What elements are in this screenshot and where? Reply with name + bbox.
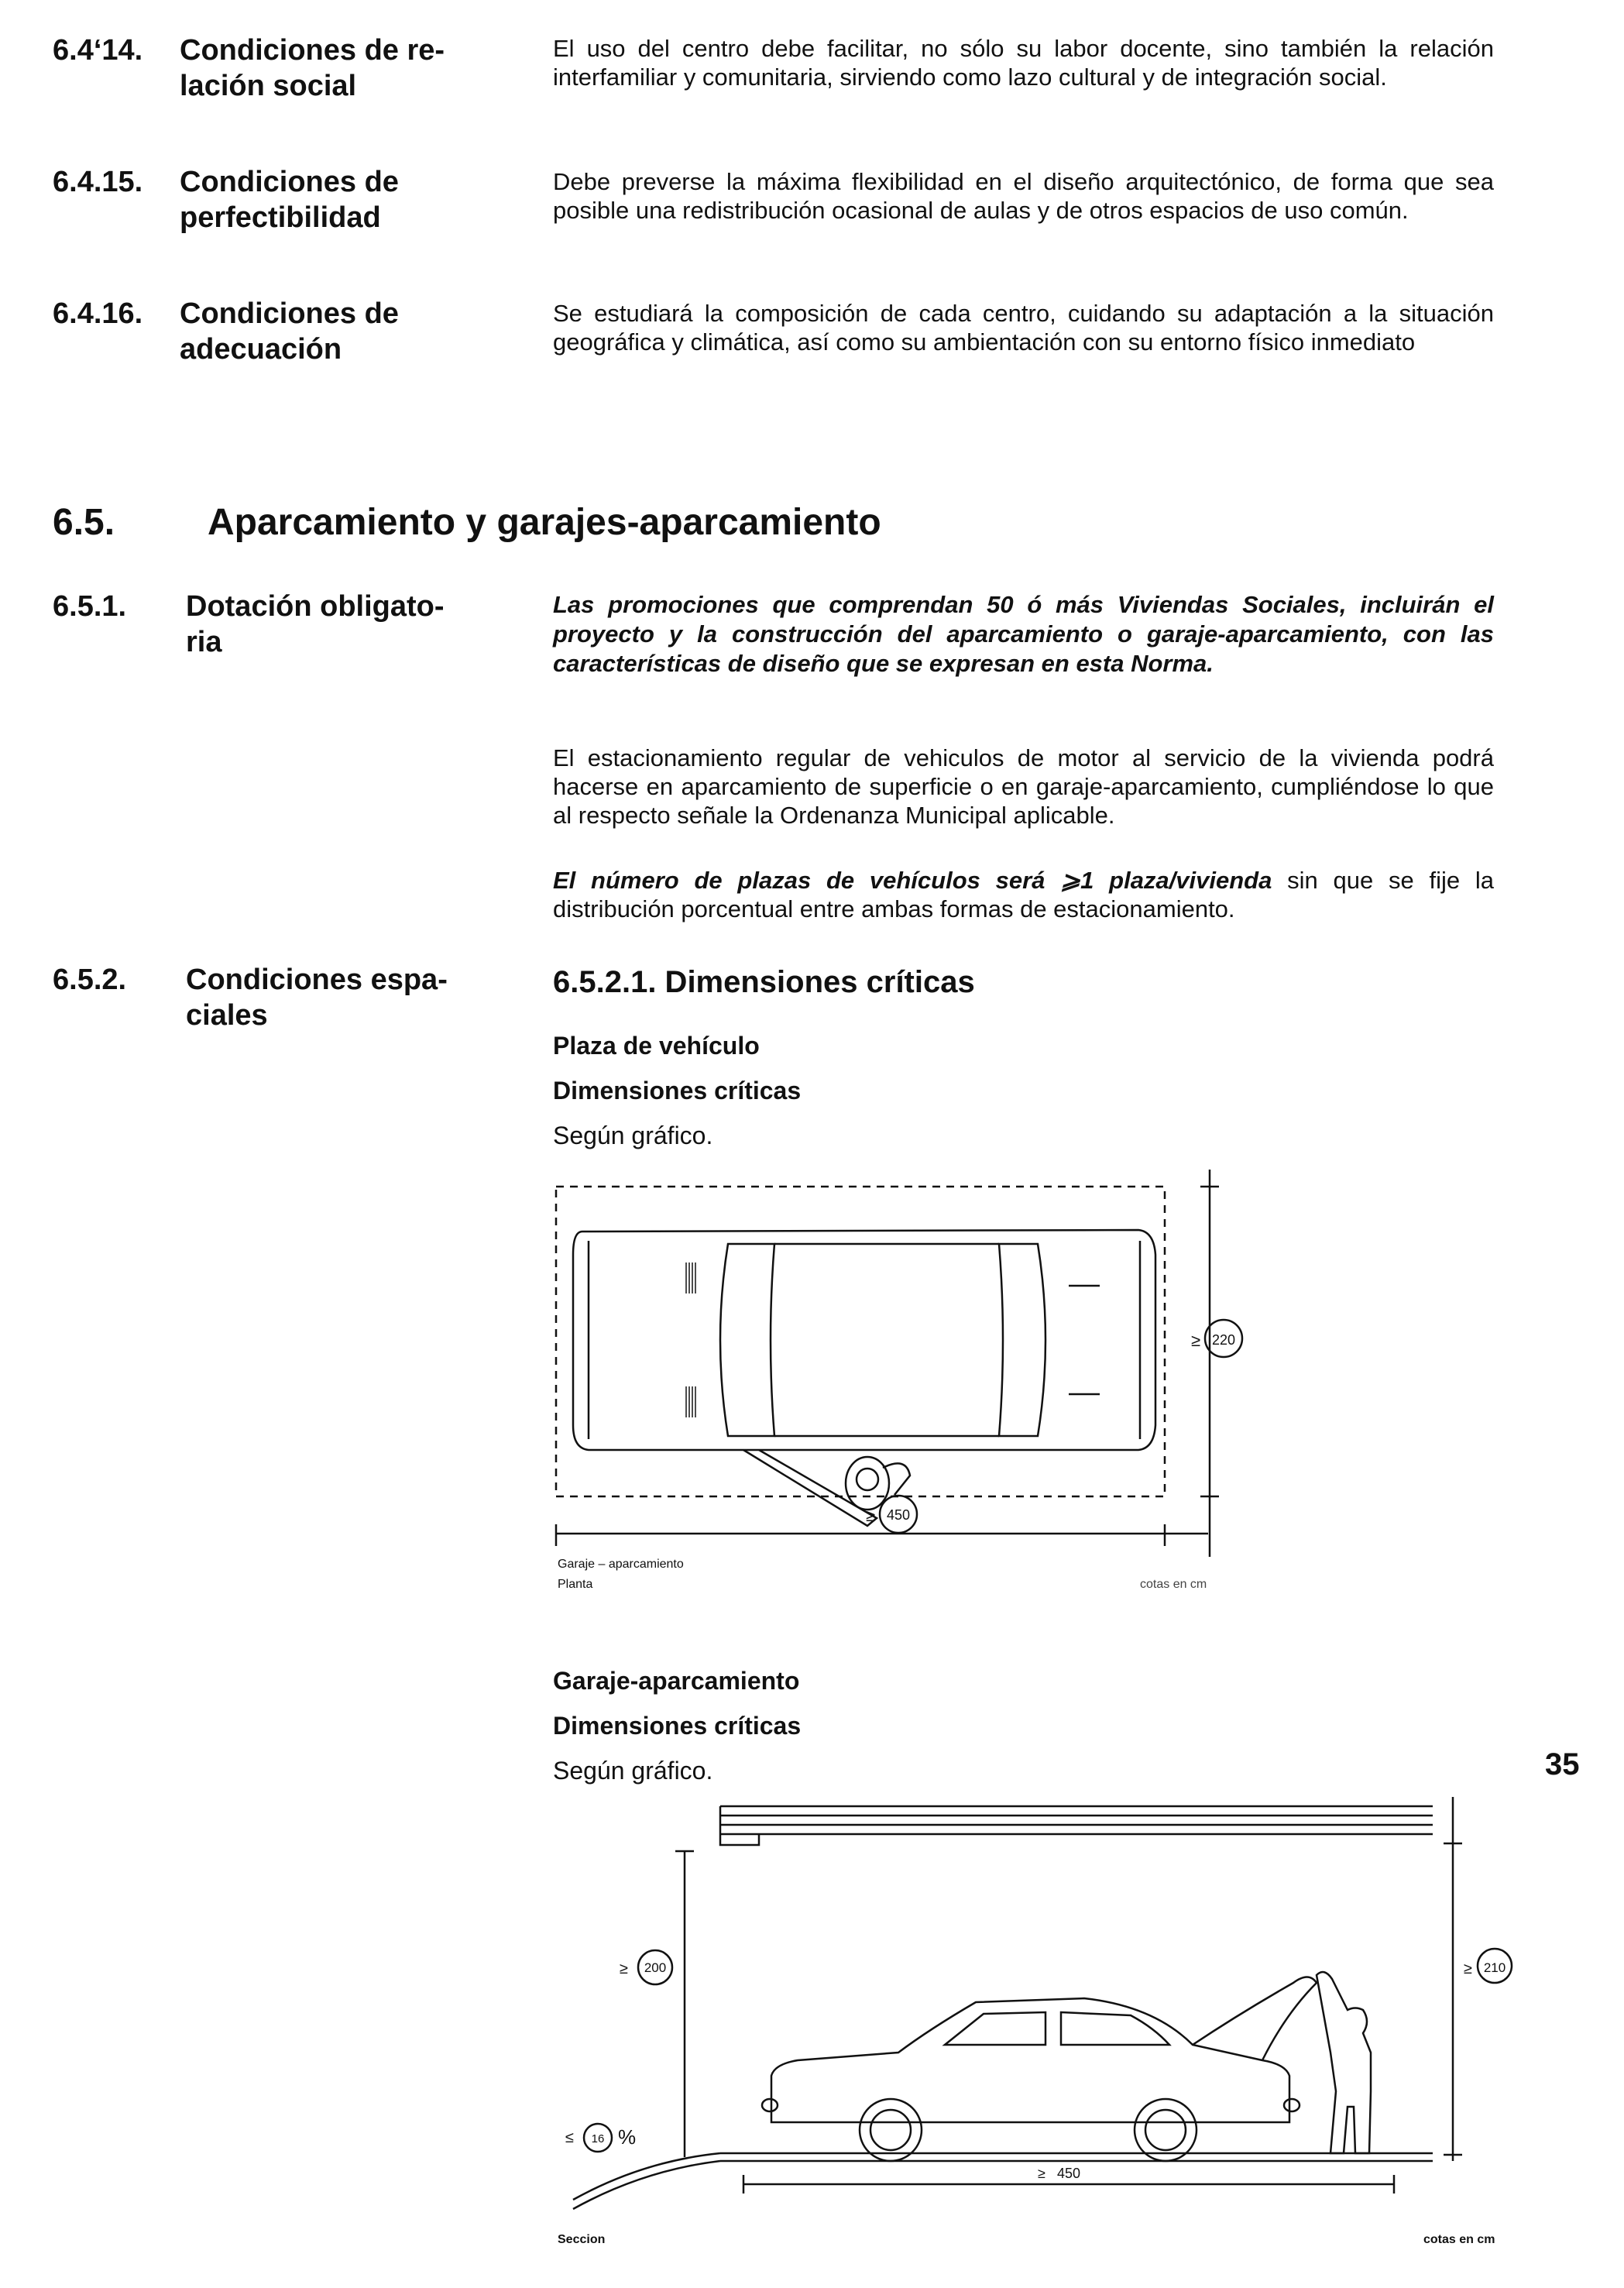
page-number: 35 [1545,1747,1580,1781]
car-body-outline [573,1230,1155,1450]
item-heading-6-4-15: Condiciones de perfectibilidad [180,166,399,234]
item-number-6-5-2: 6.5.2. [53,964,127,996]
slope-value: 16 [591,2132,605,2145]
svg-text:≥: ≥ [620,1960,628,1977]
fig1-subtitle: Dimensiones críticas [553,1077,802,1104]
fig2-caption: Seccion [558,2233,606,2246]
person-silhouette [1317,1972,1371,2153]
svg-text:%: % [618,2125,637,2149]
parking-space-plan-svg [542,1170,1255,1565]
fig1-units: cotas en cm [1140,1578,1207,1591]
item-heading-6-4-14: Condiciones de re- lación social [180,34,445,102]
length-dimension-value: 450 [886,1507,911,1523]
fig1-caption: Garaje – aparcamiento [558,1558,684,1571]
item-heading-6-4-16: Condiciones de adecuación [180,297,399,366]
svg-text:≥: ≥ [866,1506,876,1525]
right-height-value: 210 [1483,1960,1506,1975]
item-number-6-4-15: 6.4.15. [53,166,143,198]
fig2-units: cotas en cm [1423,2233,1495,2246]
item-heading-6-5-2: Condiciones espa- ciales [186,964,448,1032]
left-height-value: 200 [644,1960,667,1975]
item-number-6-4-16: 6.4.16. [53,297,143,330]
parking-ratio-emphasis: El número de plazas de vehículos será ⩾1 plaza/vivienda [553,867,1272,894]
item-number-6-5-1: 6.5.1. [53,590,127,623]
car-rear-wheel [1135,2099,1197,2161]
person-top-view [846,1457,889,1510]
item-text-6-4-15: Debe preverse la máxima flexibilidad en el diseño arquitectónico, de forma que sea posible una redistribución ocasional de aulas y de otros espacios de uso común. [553,168,1494,224]
garage-section-svg [542,1797,1518,2215]
fig1-title: Plaza de vehículo [553,1032,760,1060]
fig1-caption-view: Planta [558,1578,593,1591]
svg-text:≥: ≥ [1464,1960,1472,1977]
section-title: Aparcamiento y garajes-aparcamiento [208,502,881,543]
parking-space-plan-drawing [542,1170,1255,1565]
mandatory-provision-text: Las promociones que comprendan 50 ó más Viviendas Sociales, incluirán el proyecto y la construcción del aparcamiento o garaje-aparcamiento, con las características de diseño que se expresan en esta Norma. [553,591,1494,677]
car-rear-window [999,1244,1045,1436]
svg-text:≥: ≥ [1191,1331,1201,1350]
parking-ratio-text [553,866,1494,923]
garage-section-drawing [542,1797,1518,2215]
fig1-reference: Según gráfico. [553,1122,713,1149]
fig2-title: Garaje-aparcamiento [553,1667,800,1695]
fig2-reference: Según gráfico. [553,1757,713,1785]
parking-regulation-text: El estacionamiento regular de vehiculos de motor al servicio de la vivienda podrá hacerse en aparcamiento de superficie o en garaje-aparcamiento, cumpliéndose lo que al respecto señale la Ordenanza Municipal aplicable. [553,744,1494,829]
item-number-6-4-14: 6.4‘14. [53,34,143,67]
subsection-title-6-5-2-1: 6.5.2.1. Dimensiones críticas [553,965,975,999]
fig2-subtitle: Dimensiones críticas [553,1712,802,1740]
car-windshield [720,1244,774,1436]
length-value: 450 [1056,2166,1081,2181]
svg-text:≤: ≤ [565,2129,574,2146]
car-front-wheel [860,2099,922,2161]
parking-ratio-rest: sin que se fije la distribución porcentual entre ambas formas de estacionamiento. [553,867,1494,922]
width-dimension-value: 220 [1211,1332,1236,1348]
section-number: 6.5. [53,502,115,543]
item-text-6-4-14: El uso del centro debe facilitar, no sólo su labor docente, sino también la relación interfamiliar y comunitaria, sirviendo como lazo cultural y de integración social. [553,35,1494,91]
car-side-silhouette [771,1998,1289,2122]
svg-text:≥: ≥ [1038,2166,1045,2181]
item-heading-6-5-1: Dotación obligato- ria [186,590,445,658]
item-text-6-4-16: Se estudiará la composición de cada centro, cuidando su adaptación a la situación geográfica y climática, así como su ambientación con su entorno físico inmediato [553,300,1494,356]
